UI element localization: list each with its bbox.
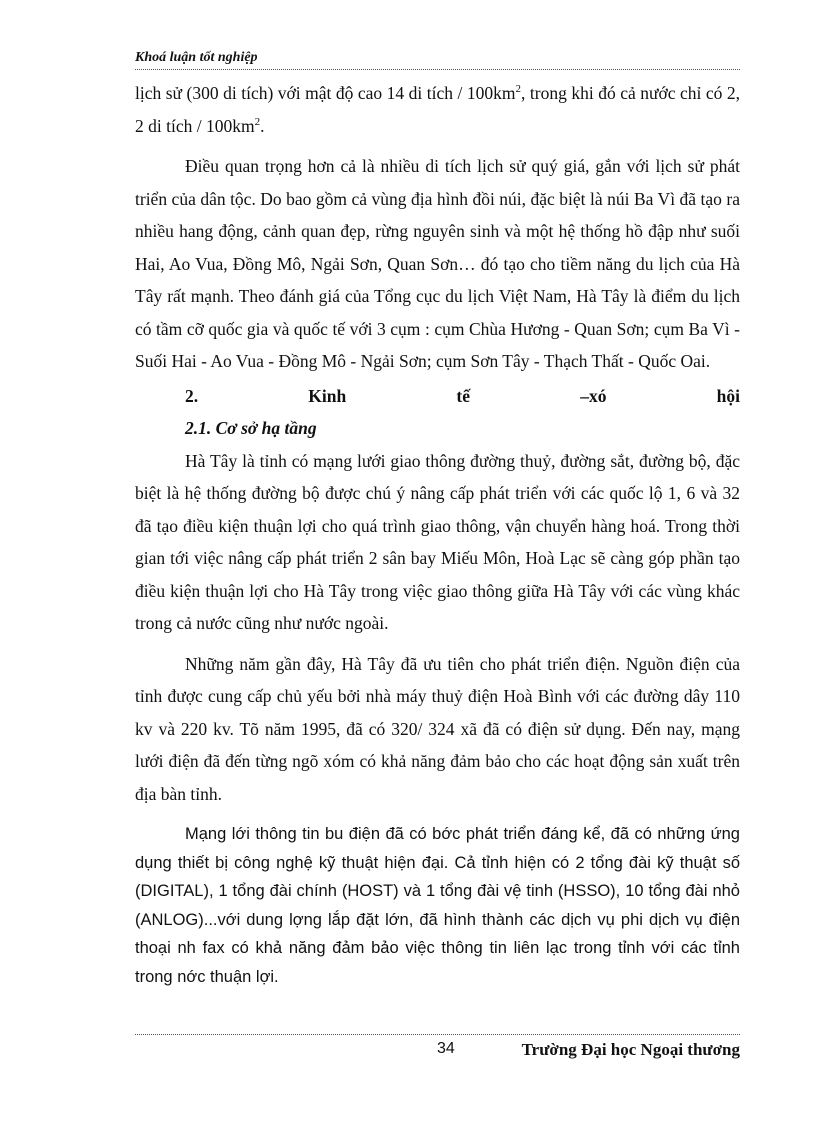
footer-school-name: Trường Đại học Ngoại thương bbox=[521, 1040, 740, 1059]
page-body bbox=[135, 77, 740, 991]
running-header: Khoá luận tốt nghiệp bbox=[135, 50, 258, 65]
paragraph-transport: Hà Tây là tỉnh có mạng lưới giao thông đường thuỷ, đường sắt, đường bộ, đặc biệt là hệ thống đường bộ được chú ý nâng cấp phát triển với các quốc lộ 1, 6 và 32 đã tạo điều kiện thuận lợi cho quá trình giao thông, vận chuyển hàng hoá. Trong thời gian tới việc nâng cấp phát triển 2 sân bay Miếu Môn, Hoà Lạc sẽ càng góp phần tạo điều kiện thuận lợi cho Hà Tây trong việc giao thông giữa Hà Tây với các vùng khác trong cả nước cũng như nước ngoài. bbox=[135, 450, 740, 633]
section-word: hội bbox=[716, 385, 740, 406]
page-number: 34 bbox=[437, 1040, 455, 1057]
section-word: Kinh bbox=[308, 385, 347, 406]
subsection-heading: 2.1. Cơ sở hạ tầng bbox=[185, 418, 317, 438]
header-rule bbox=[135, 69, 740, 70]
paragraph-telecom: Mạng lới thông tin bu điện đã có bớc phát triển đáng kể, đã có những ứng dụng thiết bị công nghệ kỹ thuật hiện đại. Cả tỉnh hiện có 2 tổng đài kỹ thuật số (DIGITAL), 1 tổng đài chính (HOST) và 1 tổng đài vệ tinh (HSSO), 10 tổng đài nhỏ (ANLOG)...với dung lợng lắp đặt lớn, đã hình thành các dịch vụ phi dịch vụ điện thoại nh fax có khả năng đảm bảo việc thông tin liên lạc trong tỉnh với các tỉnh trong nớc thuận lợi. bbox=[135, 825, 740, 986]
footer-rule bbox=[135, 1034, 740, 1035]
section-heading bbox=[185, 380, 740, 413]
paragraph-electricity: Những năm gần đây, Hà Tây đã ưu tiên cho phát triển điện. Nguồn điện của tỉnh được cung cấp chủ yếu bởi nhà máy thuỷ điện Hoà Bình với các đường dây 110 kv và 220 kv. Tõ năm 1995, đã có 320/ 324 xã đã có điện sử dụng. Đến nay, mạng lưới điện đã đến từng ngõ xóm có khả năng đảm bảo cho các hoạt động sản xuất trên địa bàn tỉnh. bbox=[135, 653, 740, 804]
text-span: lịch sử (300 di tích) với mật độ cao 14 di tích / 100km bbox=[135, 83, 516, 103]
page-footer bbox=[135, 1040, 740, 1068]
text-span: , trong khi đó cả nước chỉ có 2, 2 di tích / 100km bbox=[135, 83, 740, 136]
superscript: 2 bbox=[254, 115, 261, 128]
paragraph-tourism: Điều quan trọng hơn cả là nhiều di tích lịch sử quý giá, gắn với lịch sử phát triển của dân tộc. Do bao gồm cả vùng địa hình đồi núi, đặc biệt là núi Ba Vì đã tạo ra nhiều hang động, cảnh quan đẹp, rừng nguyên sinh và một hệ thống hồ đập như suối Hai, Ao Vua, Đồng Mô, Ngải Sơn, Quan Sơn… đó tạo cho tiềm năng du lịch của Hà Tây rất mạnh. Theo đánh giá của Tổng cục du lịch Việt Nam, Hà Tây là điểm du lịch có tầm cỡ quốc gia và quốc tế với 3 cụm : cụm Chùa Hương - Quan Sơn; cụm Ba Vì - Suối Hai - Ao Vua - Đồng Mô - Ngải Sơn; cụm Sơn Tây - Thạch Thất - Quốc Oai. bbox=[135, 156, 740, 371]
paragraph-continuation bbox=[135, 77, 740, 142]
section-number: 2. bbox=[185, 385, 199, 406]
section-word: –xó bbox=[580, 385, 607, 406]
superscript: 2 bbox=[515, 83, 522, 96]
text-span: . bbox=[260, 115, 265, 136]
section-word: tế bbox=[456, 385, 471, 406]
